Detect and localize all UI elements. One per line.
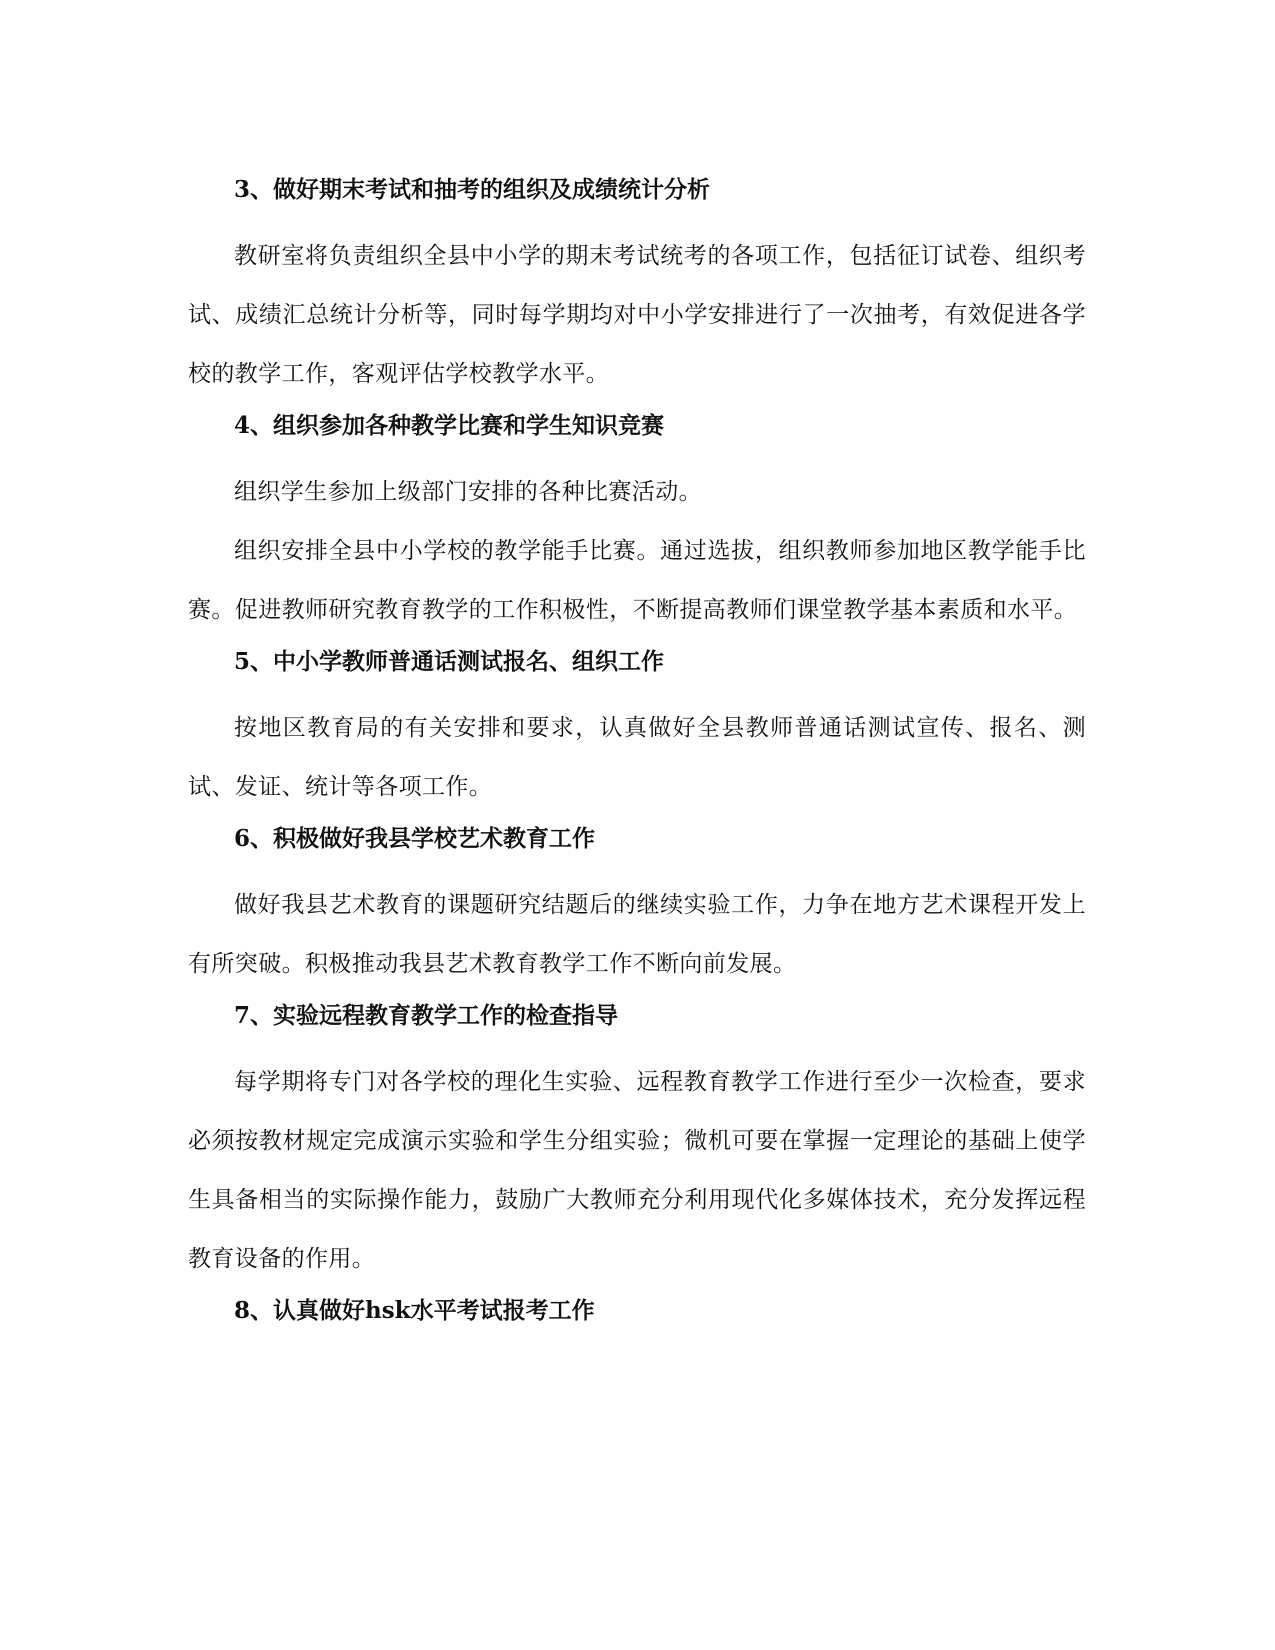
paragraph: 组织安排全县中小学校的教学能手比赛。通过选拔，组织教师参加地区教学能手比赛。促进教师研究教育教学的工作积极性，不断提高教师们课堂教学基本素质和水平。 bbox=[188, 538, 1086, 623]
section-heading-6: 6、积极做好我县学校艺术教育工作 bbox=[234, 825, 596, 852]
paragraph: 每学期将专门对各学校的理化生实验、远程教育教学工作进行至少一次检查，要求必须按教材规定完成演示实验和学生分组实验；微机可要在掌握一定理论的基础上使学生具备相当的实际操作能力，鼓励广大教师充分利用现代化多媒体技术，充分发挥远程教育设备的作用。 bbox=[188, 1069, 1086, 1272]
paragraph: 组织学生参加上级部门安排的各种比赛活动。 bbox=[234, 479, 702, 505]
section-heading-3: 3、做好期末考试和抽考的组织及成绩统计分析 bbox=[234, 176, 711, 203]
section-heading-7: 7、实验远程教育教学工作的检查指导 bbox=[234, 1002, 619, 1029]
section-heading-8: 8、认真做好hsk水平考试报考工作 bbox=[234, 1297, 595, 1324]
section-heading-4: 4、组织参加各种教学比赛和学生知识竞赛 bbox=[234, 412, 665, 439]
paragraph: 按地区教育局的有关安排和要求，认真做好全县教师普通话测试宣传、报名、测试、发证、统计等各项工作。 bbox=[188, 715, 1086, 800]
section-heading-5: 5、中小学教师普通话测试报名、组织工作 bbox=[234, 648, 665, 675]
paragraph: 教研室将负责组织全县中小学的期末考试统考的各项工作，包括征订试卷、组织考试、成绩汇总统计分析等，同时每学期均对中小学安排进行了一次抽考，有效促进各学校的教学工作，客观评估学校教学水平。 bbox=[188, 243, 1086, 387]
document-body bbox=[188, 170, 1086, 1348]
paragraph: 做好我县艺术教育的课题研究结题后的继续实验工作，力争在地方艺术课程开发上有所突破。积极推动我县艺术教育教学工作不断向前发展。 bbox=[188, 892, 1086, 977]
